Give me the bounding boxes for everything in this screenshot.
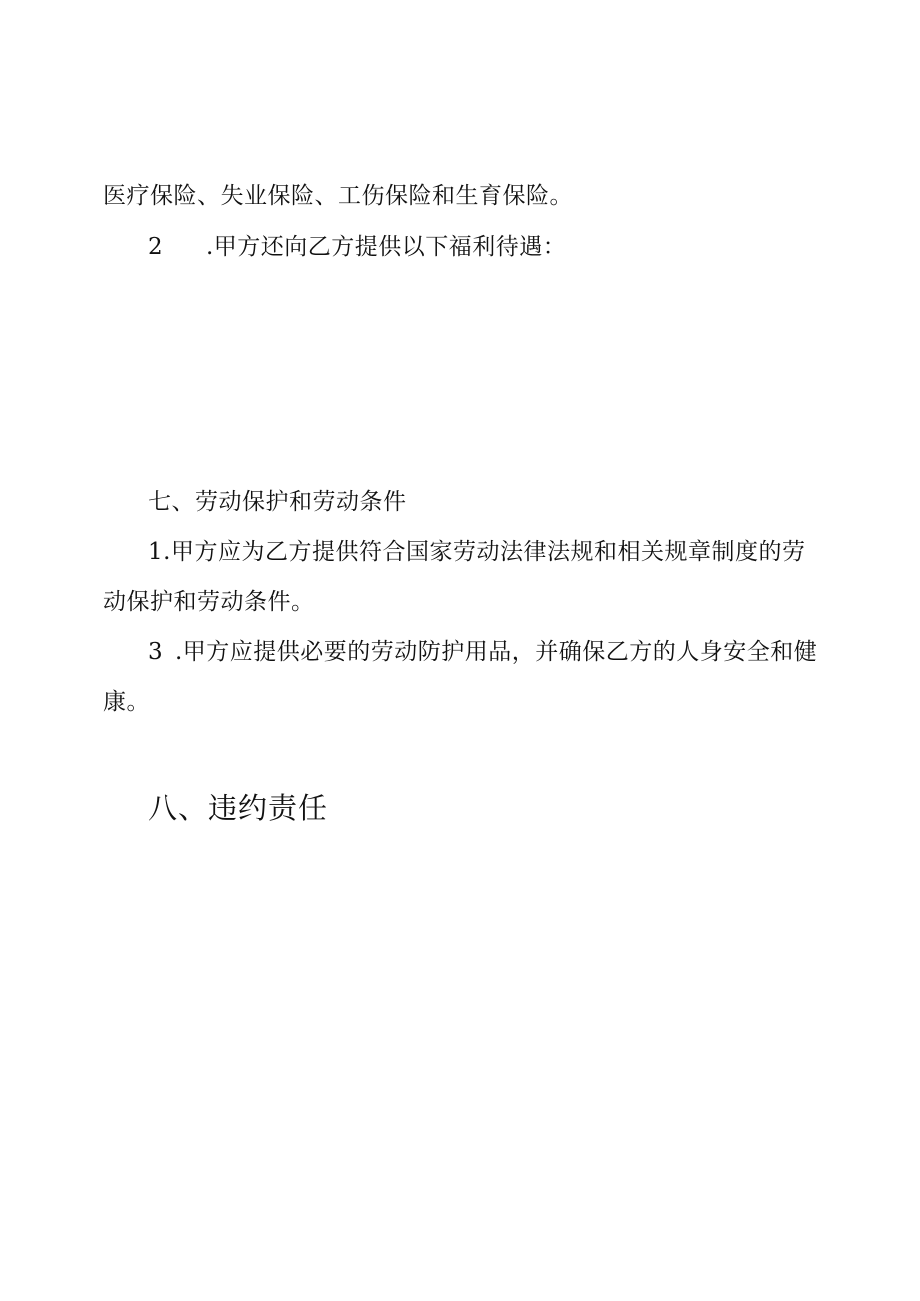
welfare-item-text: .甲方还向乙方提供以下福利待遇： [206, 234, 567, 260]
section7-item3-text: .甲方应提供必要的劳动防护用品，并确保乙方的人身安全和健 [175, 639, 818, 665]
section7-heading: 七、劳动保护和劳动条件 [148, 489, 407, 515]
section8-heading: 八、违约责任 [148, 791, 329, 825]
section7-item3-number: 3 [148, 639, 164, 665]
section7-item3 [148, 637, 817, 667]
section7-item3-line2: 康。 [103, 689, 150, 715]
section7-item1-line2: 动保护和劳动条件。 [103, 589, 315, 615]
welfare-item [148, 232, 566, 262]
insurance-list-line: 医疗保险、失业保险、工伤保险和生育保险。 [103, 183, 573, 209]
section7-item1-line1: 1.甲方应为乙方提供符合国家劳动法律法规和相关规章制度的劳 [148, 539, 806, 565]
welfare-item-number: 2 [148, 234, 164, 260]
